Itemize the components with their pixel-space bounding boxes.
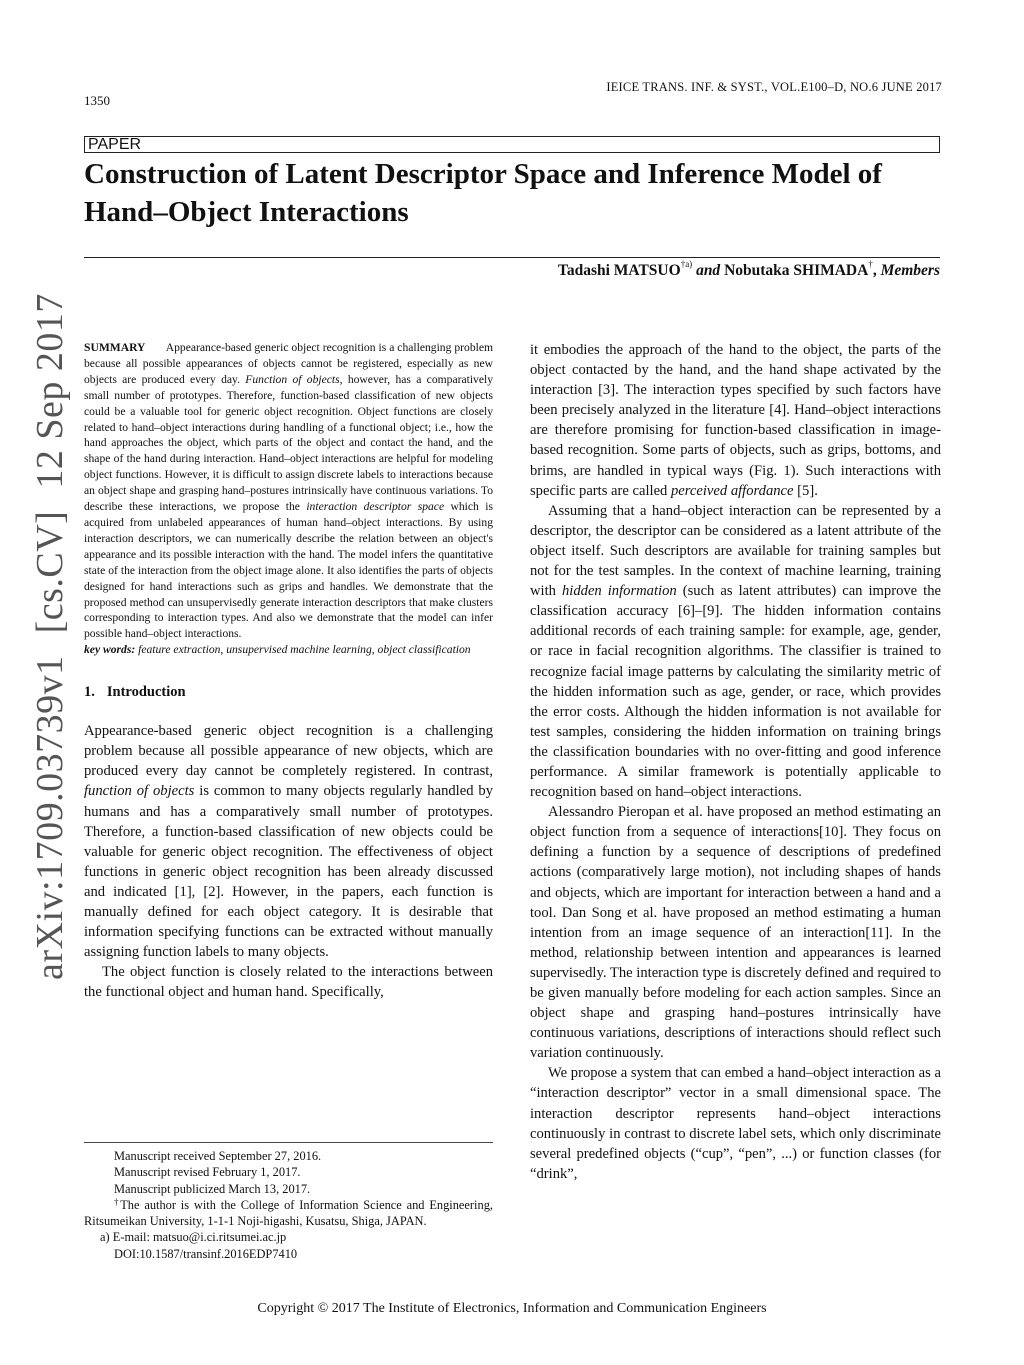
footnote-affiliation: The author is with the College of Information Science and Engineering, Ritsumeikan University, 1-1-1 Noji-higashi, Kusatsu, Shiga, JAPAN.	[84, 1197, 493, 1229]
summary-emphasis-2: interaction descriptor space	[306, 500, 445, 514]
footnote-revised: Manuscript revised February 1, 2017.	[114, 1165, 301, 1180]
footnote-received: Manuscript received September 27, 2016.	[114, 1149, 322, 1163]
footnote-divider	[84, 1142, 493, 1143]
author-2: Nobutaka SHIMADA	[724, 262, 869, 279]
summary-text-2: , however, has a comparatively small number of prototypes. Therefore, function-based classification of new objects could be a valuable tool for generic object recognition. Object functions are closely related to hand–object interactions during handling of a functional object; i.e., how the hand approaches the object, which parts of the object and contact the hand, and the shape of the hand during interaction. Hand–object interactions are helpful for modeling object functions. However, it is difficult to assign discrete labels to interactions because an object shape and grasping hand–postures intrinsically have continuous variations. To describe these interactions, we propose the	[84, 372, 493, 514]
summary-text-3: which is acquired from unlabeled appearances of human hand–object interactions. By using interaction descriptors, we can numerically describe the relation between an object's appearance and its possible interaction with the hand. The model infers the quantitative state of the interaction from the object image alone. It also identifies the parts of objects designed for hand interactions such as grips and handles. We demonstrate that the proposed method can unsupervisedly generate interaction descriptors that make clusters corresponding to interaction types. And also we demonstrate that the model can infer possible hand–object interactions.	[84, 500, 493, 641]
arxiv-category: [cs.CV]	[29, 510, 71, 634]
author-1-mark: †a)	[680, 259, 693, 269]
membership-label: Members	[880, 262, 940, 279]
right-column	[530, 340, 941, 1184]
section-title: Introduction	[106, 684, 186, 701]
intro-p1-emphasis: function of objects	[84, 783, 195, 800]
summary	[84, 340, 493, 642]
intro-paragraph-2: The object function is closely related to the interactions between the functional object and human hand. Specifically,	[84, 964, 493, 1001]
right-paragraph-2	[530, 501, 941, 802]
right-paragraph-1	[530, 340, 941, 501]
footnote-dagger: †	[114, 1196, 121, 1207]
copyright-notice: Copyright © 2017 The Institute of Electronics, Information and Communication Engineers	[257, 1301, 767, 1316]
left-column	[84, 340, 493, 1002]
intro-p1-text-b: is common to many objects regularly handled by humans and has a comparatively small number of prototypes. Therefore, a function-based classification of new objects could be valuable for generic object recognition. The effectiveness of object functions in generic object recognition has been already discussed and indicated [1], [2]. However, in the papers, each function is manually defined for each object category. It is desirable that information specifying functions can be extracted without manually assigning function labels to many objects.	[84, 783, 494, 961]
section-heading	[84, 684, 493, 701]
right-paragraph-4: We propose a system that can embed a hand–object interaction as a “interaction descriptor” vector in a small dimensional space. The interaction descriptor represents hand–object interactions continuously in contrast to discrete label sets, which only discriminate several predefined objects (“cup”, “pen”, ...) or function classes (for “drink”,	[530, 1065, 941, 1182]
footnote-doi: DOI:10.1587/transinf.2016EDP7410	[114, 1246, 298, 1261]
intro-paragraph-1	[84, 721, 493, 962]
journal-header: IEICE TRANS. INF. & SYST., VOL.E100–D, NO.6 JUNE 2017	[606, 80, 942, 94]
footnote-affiliation-wrap	[84, 1197, 493, 1230]
keywords-label: key words:	[84, 643, 136, 657]
footnote-email: E-mail: matsuo@i.ci.ritsumei.ac.jp	[112, 1230, 287, 1245]
author-1: Tadashi MATSUO	[557, 262, 681, 279]
right-p2-text-b: (such as latent attributes) can improve the classification accuracy [6]–[9]. The hidden information contains additional records of each training sample: for example, age, gender, or race in facial recognition algorithms. The classifier is trained to recognize facial image patterns by calculating the similarity metric of the hidden information such as age, gender, or race, which provides the error costs. Although the hidden information is not available for test samples, considering the hidden information on training brings the classification boundaries with no over-fitting and good inference performance. A similar framework is potentially applicable to recognition based on hand–object interactions.	[530, 583, 942, 801]
right-p1-text-a: it embodies the approach of the hand to the object, the parts of the object contacted by the hand, and the hand shape activated by the interaction [3]. The interaction types specified by such factors have been precisely analyzed in the literature [4]. Hand–object interactions are therefore promising for function-based classification in image-based recognition. Some parts of objects, such as grips, bottoms, and brims, are handled in typical ways (Fig. 1). Such interactions with specific parts are called	[530, 342, 941, 499]
summary-text-1: Appearance-based generic object recognition is a challenging problem because all possible appearances of objects cannot be registered, especially as new objects are produced every day.	[84, 341, 494, 386]
right-p1-emphasis: perceived affordance	[671, 482, 794, 499]
right-paragraph-3: Alessandro Pieropan et al. have proposed an method estimating an object function from a sequence of interactions[10]. They focus on defining a function by a sequence of descriptions of predefined actions (comparatively large motion), not including shapes of hands and objects, which are important for interaction between a hand and a tool. Dan Song et al. have proposed an method estimating a human intention from an image sequence of an interaction[11]. In the method, relationship between intention and appearances is learned supervisedly. The interaction type is discretely defined and required to be given manually before modeling for each action samples. Since an object shape and grasping hand–postures intrinsically have continuous variations, descriptions of interactions should reflect such variation continuously.	[530, 804, 941, 1062]
paper-type-label: PAPER	[84, 136, 940, 153]
summary-emphasis-1: Function of objects	[245, 372, 340, 386]
footnote-email-label: a)	[100, 1230, 110, 1245]
footnote-publicized: Manuscript publicized March 13, 2017.	[114, 1181, 311, 1196]
keywords-list: feature extraction, unsupervised machine learning, object classification	[138, 643, 471, 657]
arxiv-date: 12 Sep 2017	[29, 293, 71, 489]
arxiv-id: arXiv:1709.03739v1	[29, 655, 71, 980]
page-number: 1350	[84, 93, 110, 108]
keywords	[84, 642, 493, 658]
title-divider	[84, 257, 940, 258]
author-line: Tadashi MATSUO$^{\dagger a)}$ and Nobutaka SHIMADA†, Members	[557, 259, 940, 279]
right-p2-emphasis: hidden information	[562, 583, 677, 600]
arxiv-stamp	[28, 271, 72, 980]
right-p1-text-b: [5].	[797, 482, 818, 499]
footnotes	[84, 1148, 493, 1262]
author-2-mark: †	[868, 259, 873, 269]
section-number: 1.	[84, 684, 95, 701]
footnote-email-wrap	[84, 1229, 493, 1245]
intro-p1-text-a: Appearance-based generic object recognition is a challenging problem because all possible appearance of new objects, which are produced every day cannot be completely registered. In contrast,	[84, 723, 493, 780]
author-conjunction: and	[696, 262, 721, 279]
paper-title: Construction of Latent Descriptor Space and Inference Model of Hand–Object Interactions	[84, 158, 882, 228]
right-p2-text-a: Assuming that a hand–object interaction can be represented by a descriptor, the descriptor can be considered as a latent attribute of the object itself. Such descriptors are available for training samples but not for the test samples. In the context of machine learning, training with	[530, 502, 941, 600]
summary-heading: SUMMARY	[84, 341, 146, 354]
